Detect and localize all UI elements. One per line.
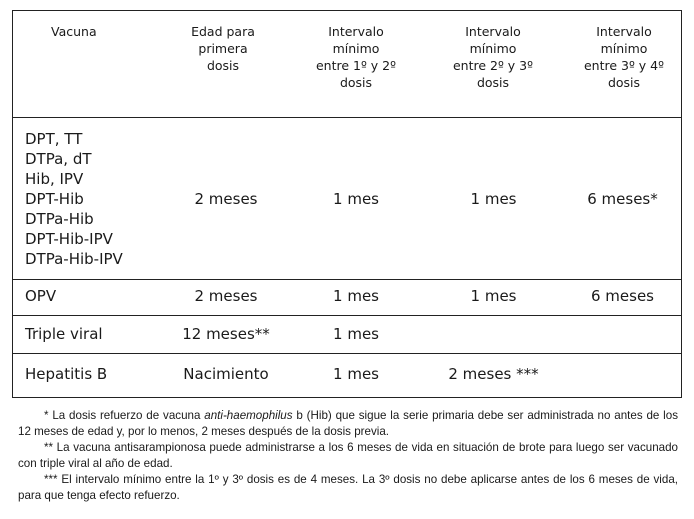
row-1-vaccine: DPT, TT DTPa, dT Hib, IPV DPT-Hib DTPa-Hib DPT-Hib-IPV DTPa-Hib-IPV xyxy=(25,130,123,268)
row-2-interval-3-4: 6 meses xyxy=(590,287,654,305)
footnote-hepatitis-interval: *** El intervalo mínimo entre la 1º y 3º dosis es de 4 meses. La 3º dosis no debe aplicarse antes de los 6 meses de vida, para que tenga efecto refuerzo. xyxy=(18,473,678,502)
row-2-age-first: 2 meses xyxy=(194,287,258,305)
header-vaccine: Vacuna xyxy=(51,24,97,39)
header-interval-3-4: Intervalo mínimo entre 3º y 4º dosis xyxy=(583,24,665,90)
row-3-age-first: 12 meses** xyxy=(182,325,270,343)
row-4-age-first: Nacimiento xyxy=(183,365,269,383)
header-interval-1-2: Intervalo mínimo entre 1º y 2º dosis xyxy=(315,24,397,90)
row-3-interval-1-2: 1 mes xyxy=(333,325,379,343)
row-3-vaccine: Triple viral xyxy=(25,325,103,343)
footnote-hib-booster: * La dosis refuerzo de vacuna anti-haemophilus b (Hib) que sigue la serie primaria debe ser administrada no antes de los 12 meses de edad y, por lo menos, 2 meses después de la dosis previa. xyxy=(18,409,678,438)
row-4-interval-2-3: 2 meses *** xyxy=(448,365,539,383)
row-1-age-first: 2 meses xyxy=(194,190,258,208)
row-divider-2 xyxy=(13,315,681,316)
row-4-vaccine: Hepatitis B xyxy=(25,365,108,383)
header-divider xyxy=(13,117,681,118)
header-interval-2-3: Intervalo mínimo entre 2º y 3º dosis xyxy=(452,24,534,90)
row-2-vaccine: OPV xyxy=(25,287,57,305)
row-divider-3 xyxy=(13,353,681,354)
row-divider-1 xyxy=(13,279,681,280)
row-4-interval-1-2: 1 mes xyxy=(333,365,379,383)
footnotes xyxy=(18,408,678,504)
row-1-interval-2-3: 1 mes xyxy=(470,190,517,208)
row-1-interval-1-2: 1 mes xyxy=(333,190,379,208)
row-2-interval-2-3: 1 mes xyxy=(470,287,517,305)
header-age-first-dose: Edad para primera dosis xyxy=(191,24,255,73)
vaccination-table xyxy=(12,10,682,398)
row-2-interval-1-2: 1 mes xyxy=(333,287,379,305)
row-1-interval-3-4: 6 meses* xyxy=(587,190,658,208)
footnote-measles: ** La vacuna antisarampionosa puede administrarse a los 6 meses de vida en situación de brote para luego ser vacunado con triple viral al año de edad. xyxy=(18,441,678,470)
